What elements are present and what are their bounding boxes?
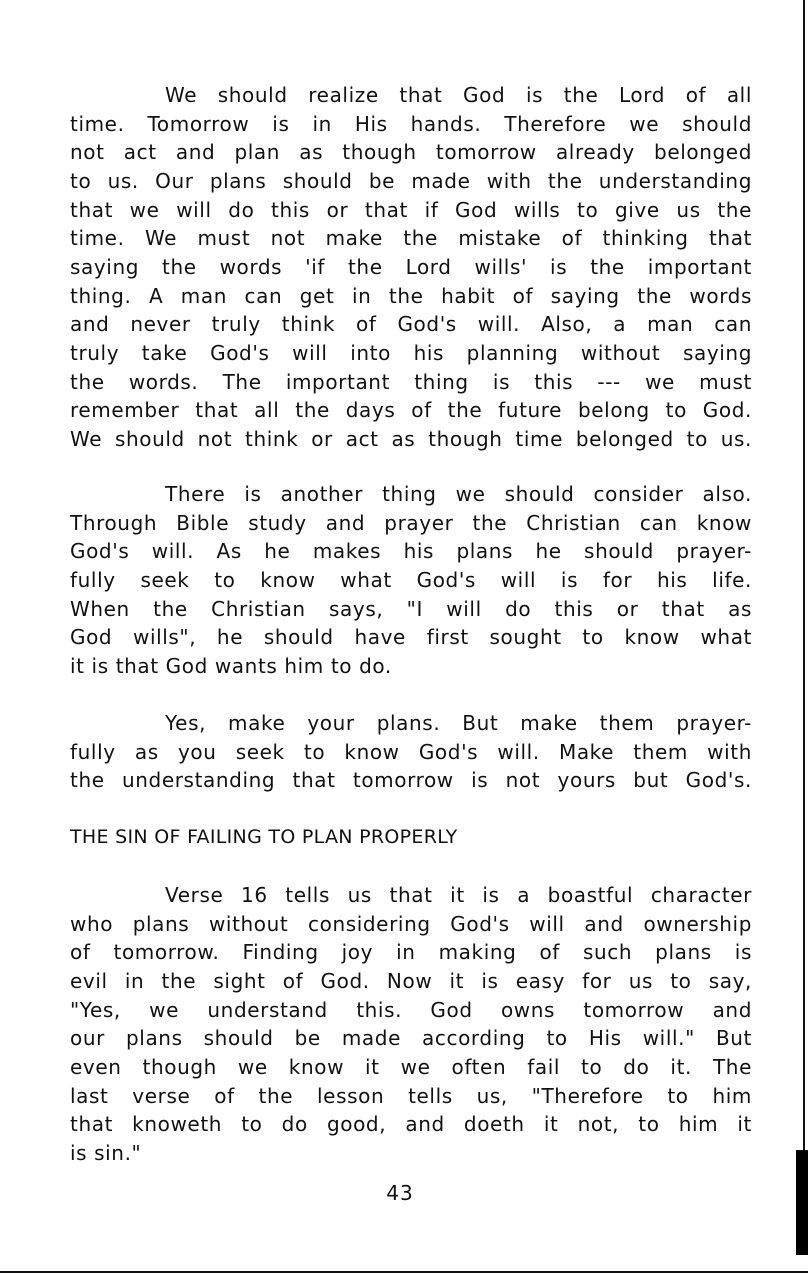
paragraph-line: "Yes, we understand this. God owns tomorrow and — [70, 997, 752, 1022]
paragraph-line: We should not think or act as though time belonged to us. — [70, 426, 752, 451]
paragraph-line: thing. A man can get in the habit of saying the words — [70, 283, 752, 308]
paragraph-line: our plans should be made according to His will." But — [70, 1026, 752, 1051]
paragraph-line: When the Christian says, "I will do this or that as — [70, 596, 752, 621]
paragraph-line: not act and plan as though tomorrow already belonged — [70, 140, 752, 165]
scan-edge-bar — [796, 1150, 808, 1255]
scan-bottom-line — [0, 1271, 808, 1273]
paragraph-line: last verse of the lesson tells us, "Therefore to him — [70, 1083, 752, 1108]
paragraph-line: it is that God wants him to do. — [70, 653, 392, 678]
paragraph-line: that we will do this or that if God wills to give us the — [70, 197, 752, 222]
paragraph-line: We should realize that God is the Lord of all — [165, 83, 752, 107]
paragraph-line: God wills", he should have first sought to know what — [70, 625, 752, 650]
paragraph-line: that knoweth to do good, and doeth it not, to him it — [70, 1112, 752, 1137]
paragraph-line: and never truly think of God's will. Also, a man can — [70, 312, 752, 337]
paragraph-line: who plans without considering God's will and ownership — [70, 911, 752, 936]
page-number: 43 — [386, 1181, 414, 1205]
paragraph-line: Yes, make your plans. But make them prayer- — [165, 711, 752, 735]
paragraph-line: remember that all the days of the future belong to God. — [70, 398, 752, 423]
scan-edge-line — [803, 0, 805, 1150]
paragraph-line: time. Tomorrow is in His hands. Therefore we should — [70, 111, 752, 136]
paragraph-line: is sin." — [70, 1140, 142, 1165]
paragraph-line: God's will. As he makes his plans he should prayer- — [70, 539, 752, 564]
paragraph-line: Verse 16 tells us that it is a boastful character — [165, 883, 752, 907]
paragraph-line: even though we know it we often fail to do it. The — [70, 1054, 752, 1079]
paragraph-line: truly take God's will into his planning without saying — [70, 340, 752, 365]
paragraph-line: the understanding that tomorrow is not yours but God's. — [70, 768, 752, 793]
paragraph-line: Through Bible study and prayer the Christian can know — [70, 510, 752, 535]
paragraph-line: evil in the sight of God. Now it is easy for us to say, — [70, 968, 752, 993]
paragraph-line: of tomorrow. Finding joy in making of such plans is — [70, 940, 752, 965]
paragraph-line: fully seek to know what God's will is for his life. — [70, 567, 752, 592]
paragraph-line: There is another thing we should consider also. — [165, 482, 752, 506]
paragraph-line: to us. Our plans should be made with the understanding — [70, 168, 752, 193]
paragraph-line: time. We must not make the mistake of thinking that — [70, 226, 752, 251]
paragraph-line: fully as you seek to know God's will. Make them with — [70, 739, 752, 764]
section-heading: THE SIN OF FAILING TO PLAN PROPERLY — [70, 826, 458, 848]
paragraph-line: saying the words 'if the Lord wills' is the important — [70, 254, 752, 279]
paragraph-line: the words. The important thing is this --- we must — [70, 369, 752, 394]
